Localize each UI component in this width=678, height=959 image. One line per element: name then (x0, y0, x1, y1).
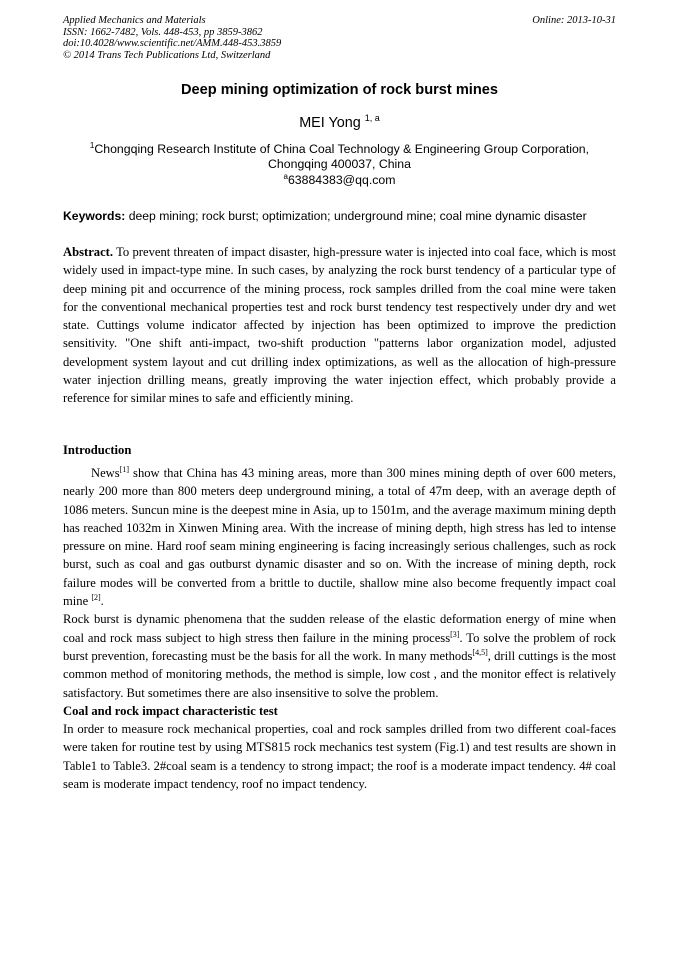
intro-p2-body: . To solve the problem of rock burst prevention, forecasting must be the basis for all the work. In many methods (63, 630, 616, 663)
email-sup: a (283, 172, 288, 181)
abstract-label: Abstract. (63, 245, 114, 259)
affiliation-line2: Chongqing 400037, China (268, 157, 411, 171)
online-date: Online: 2013-10-31 (532, 15, 616, 26)
citation-3: [3] (450, 629, 460, 639)
affiliation-sup: 1 (89, 141, 95, 150)
intro-paragraph-2 (63, 610, 616, 701)
introduction-heading: Introduction (63, 443, 132, 457)
author-name: MEI Yong (299, 115, 361, 131)
intro-p1-start: News (91, 466, 120, 480)
email-address: 63884383@qq.com (287, 173, 396, 187)
citation-1: [1] (119, 465, 130, 474)
journal-header (63, 15, 616, 61)
abstract-text: To prevent threaten of impact disaster, high-pressure water is injected into coal face, which is most widely used in impact-type mine. In such cases, by analyzing the rock burst tendency of a particular type of deep mining pit and occurrence of the mining process, rock samples drilled from the coal mine were taken for the conventional mechanical properties test and rock burst tendency test respectively under dry and wet state. Cuttings volume indicator affected by injection has been optimized to improve the prediction sensitivity. "One shift anti-impact, two-shift production "patterns labor organization model, adjusted development system layout and cut drilling index optimizations, as well as the allocation of high-pressure water injection drilling means, greatly improving the water injection effect, which probably provide a reference for similar mines to safe and efficiently mining. (63, 245, 616, 406)
keywords (63, 209, 616, 224)
journal-doi: doi:10.4028/www.scientific.net/AMM.448-453.3859 (63, 38, 282, 50)
abstract (63, 243, 616, 408)
citation-4-5: [4,5] (472, 647, 488, 657)
coal-test-paragraph: In order to measure rock mechanical properties, coal and rock samples drilled from two different coal-faces were taken for routine test by using MTS815 rock mechanics test system (Fig.1) and test results are shown in Table1 to Table3. 2#coal seam is a tendency to strong impact; the roof is a moderate impact tendency. 4# coal seam is moderate impact tendency, roof no impact tendency. (63, 722, 616, 792)
journal-name: Applied Mechanics and Materials (63, 15, 206, 26)
intro-p1-end: . (100, 594, 104, 609)
journal-issn: ISSN: 1662-7482, Vols. 448-453, pp 3859-3862 (63, 26, 263, 38)
affiliation (63, 138, 616, 172)
intro-p1-body: show that China has 43 mining areas, more than 300 mines mining depth of over 600 meters, nearly 200 more than 800 meters deep underground mining, a total of 47m deep, with an average depth of 1086 meters. Suncun mine is the deepest mine in Asia, up to 1501m, and the average maximum mining depth has reached 1032m in Xinwen Mining area. With the increase of mining depth, high stress has led to intense pressure on mine. Hard roof seam mining engineering is facing increasingly serious challenges, such as rock burst, such as coal and gas outburst dynamic disaster and so on. With the increase of mining depth, rock failure modes will be converted from a brittle to ductile, shallow mine also become frequently impact coal mine (63, 466, 616, 609)
intro-paragraph-1 (63, 464, 616, 610)
body-text (63, 464, 616, 793)
keywords-label: Keywords: (63, 209, 126, 223)
keywords-text: deep mining; rock burst; optimization; underground mine; coal mine dynamic disaster (125, 209, 587, 223)
citation-2: [2] (91, 593, 101, 603)
author-email (63, 172, 616, 187)
author-line (63, 113, 616, 131)
author-sup: 1, a (364, 113, 380, 123)
coal-test-heading: Coal and rock impact characteristic test (63, 703, 278, 718)
intro-p2-start: Rock burst is dynamic phenomena that the sudden release of the elastic deformation energy of mine when coal and rock mass subject to high stress then failure in the mining process (63, 612, 616, 645)
paper-title: Deep mining optimization of rock burst mines (180, 82, 499, 98)
affiliation-line1: Chongqing Research Institute of China Coal Technology & Engineering Group Corporation, (94, 142, 590, 156)
intro-p2-end: , drill cuttings is the most common method of monitoring methods, the method is simple, low cost , and the monitor effect is relatively satisfactory. But sometimes there are also insensitive to solve the problem. (63, 648, 616, 700)
journal-copyright: © 2014 Trans Tech Publications Ltd, Switzerland (63, 49, 271, 61)
